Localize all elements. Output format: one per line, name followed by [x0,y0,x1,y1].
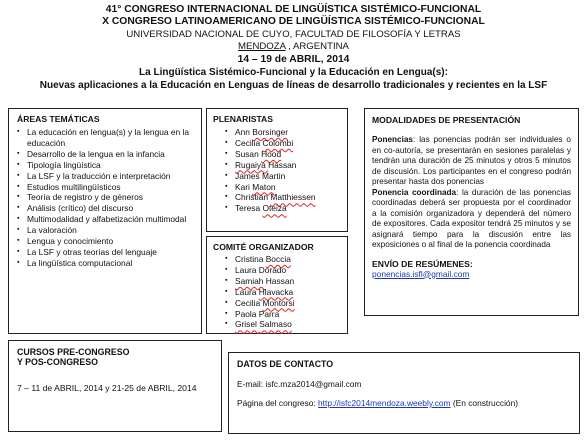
location-line [0,41,587,53]
congress-dates: 14 – 19 de ABRIL, 2014 [237,53,350,65]
contact-email[interactable]: isfc.mza2014@gmail.com [265,379,362,389]
list-item: ▪ Cecilia Colombi [225,138,341,149]
coordinada-paragraph: Ponencia coordinada: la duración de las ponencias coordinadas deberá ser propuesta por el coordinador a la comisión organizadora y dependerá del número de expositores. Cada expositor tendrá 25 minutos y se asignará tiempo para la discusión entre las exposiciones o al final de la ponencia coordinada [372,187,571,249]
contact-email-line: E-mail: isfc.mza2014@gmail.com [237,379,362,389]
congress-header [0,4,587,92]
list-item: ▪ Estudios multilingüísticos [17,182,195,193]
list-item: ▪ La LSF y la traducción e interpretación [17,171,195,182]
country-name: , ARGENTINA [285,41,349,53]
list-item: ▪ Análisis (crítico) del discurso [17,203,195,214]
list-item: ▪ Paola Parra [225,309,341,320]
contacto-title: DATOS DE CONTACTO [237,359,334,369]
list-item: ▪ Kari Maton [225,182,341,193]
theme-line-2: Nuevas aplicaciones a la Educación en Lenguas de líneas de desarrollo tradicionales y recientes en la LSF [39,80,548,92]
plenaristas-list [213,127,341,214]
congress-title-41: 41° CONGRESO INTERNACIONAL DE LINGÜÍSTICA SISTÉMICO-FUNCIONAL [105,4,482,15]
cursos-title-1: CURSOS PRE-CONGRESO [17,347,130,357]
list-item: ▪ Teresa Oteiza [225,203,341,214]
congress-page-link[interactable]: http://isfc2014mendoza.weebly.com [318,398,451,408]
list-item: ▪ Desarrollo de la lengua en la infancia [17,149,195,160]
comite-organizador-box [206,236,348,334]
comite-title: COMITÉ ORGANIZADOR [213,242,314,252]
comite-list [213,254,341,330]
list-item: ▪ La valoración [17,225,195,236]
modalidades-box [364,108,579,316]
list-item: ▪ Tipología lingüística [17,160,195,171]
list-item: ▪ Ann Borsinger [225,127,341,138]
list-item: ▪ Laura Dorado [225,265,341,276]
areas-list [17,127,195,269]
envio-title: ENVÍO DE RESÚMENES: [372,258,473,269]
university-line: UNIVERSIDAD NACIONAL DE CUYO, FACULTAD DE FILOSOFÍA Y LETRAS [126,28,461,40]
list-item: ▪ Samiah Hassan [225,276,341,287]
list-item: ▪ Cristina Boccia [225,254,341,265]
cursos-box [8,340,222,432]
list-item: ▪ Christian Matthiessen [225,192,341,203]
list-item: ▪ La educación en lengua(s) y la lengua en la educación [17,127,195,149]
list-item: ▪ James Martin [225,171,341,182]
list-item: ▪ Cecilia Montorsi [225,298,341,309]
list-item: ▪ Multimodalidad y alfabetización multimodal [17,214,195,225]
list-item: ▪ Grisel Salmaso [225,319,341,330]
city-name: MENDOZA [238,41,286,53]
list-item: ▪ Laura Hlavacka [225,287,341,298]
congress-title-x: X CONGRESO LATINOAMERICANO DE LINGÜÍSTICA SISTÉMICO-FUNCIONAL [102,16,485,28]
contacto-box [228,352,580,434]
modalidades-title: MODALIDADES DE PRESENTACIÓN [372,115,521,125]
envio-email-link[interactable]: ponencias.isfl@gmail.com [372,268,470,279]
cursos-title-2: Y POS-CONGRESO [17,357,98,367]
list-item: ▪ La lingüística computacional [17,258,195,269]
cursos-dates: 7 – 11 de ABRIL, 2014 y 21-25 de ABRIL, 2014 [17,383,197,393]
contact-page-line: Página del congreso: http://isfc2014mendoza.weebly.com (En construcción) [237,398,519,408]
list-item: ▪ Susan Hood [225,149,341,160]
theme-line-1: La Lingüística Sistémico-Funcional y la Educación en Lengua(s): [139,67,448,79]
list-item: ▪ La LSF y otras teorías del lenguaje [17,247,195,258]
areas-title: ÁREAS TEMÁTICAS [17,114,100,124]
plenaristas-title: PLENARISTAS [213,114,274,124]
list-item: ▪ Lengua y conocimiento [17,236,195,247]
plenaristas-box [206,108,348,232]
ponencias-paragraph: Ponencias: las ponencias podrán ser individuales o en co-autoría, se presentarán en sesiones paralelas y tendrán una duración de 25 minutos y otros 5 minutos de discusión. Los participantes en el congreso podrán presentar hasta dos ponencias [372,135,571,186]
areas-tematicas-box [8,108,202,334]
list-item: ▪ Teoría de registro y de géneros [17,192,195,203]
list-item: ▪ Rugaiya Hassan [225,160,341,171]
